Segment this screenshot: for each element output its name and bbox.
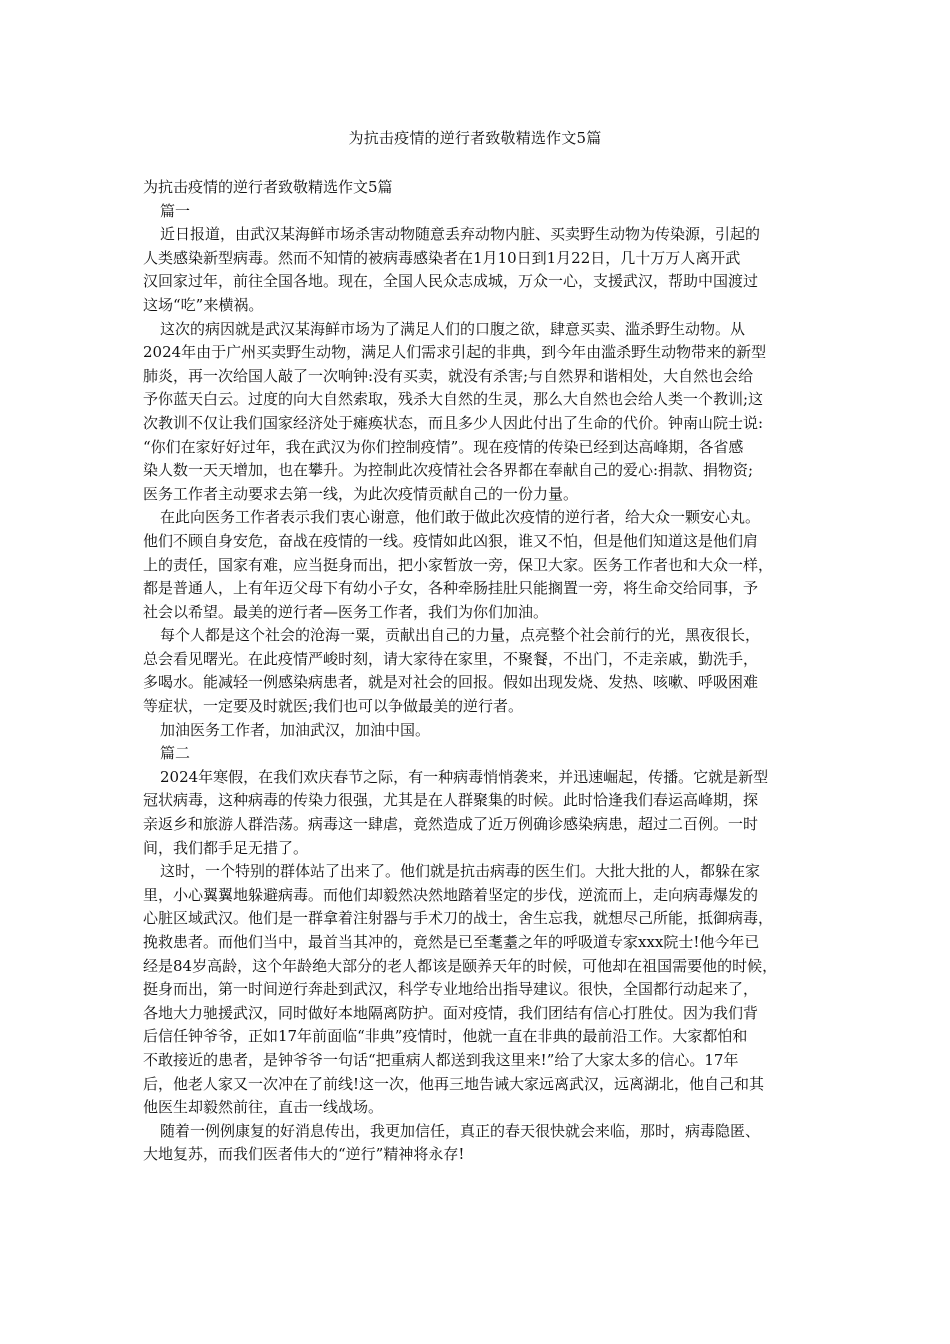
paragraph: 加油医务工作者，加油武汉，加油中国。 (160, 720, 431, 739)
section-heading: 篇二 (160, 744, 191, 763)
section-heading: 篇一 (160, 201, 191, 220)
section-1 (143, 200, 811, 743)
paragraph: 在此向医务工作者表示我们衷心谢意，他们敢于做此次疫情的逆行者，给大众一颗安心丸。 他们不顾自身安危，奋战在疫情的一线。疫情如此凶狠，谁又不怕，但是他们知道这是他们肩 上的责任，国家有难，应当挺身而出，把小家暂放一旁，保卫大家。医务工作者也和大众一样， 都是普通人，上有年迈父母下有幼小子女，各种牵肠挂肚只能搁置一旁，将生命交给同事，予 社会以希望。最美的逆行者—医务工作者，我们为你们加油。 (143, 508, 774, 621)
paragraph: 近日报道，由武汉某海鲜市场杀害动物随意丢弃动物内脏、买卖野生动物为传染源，引起的 人类感染新型病毒。然而不知情的被病毒感染者在1月10日到1月22日，几十万万人离开武 汉回家过年，前往全国各地。现在，全国人民众志成城，万众一心，支援武汉，帮助中国渡过 这场“吃”来横祸。 (143, 225, 761, 314)
paragraph: 2024年寒假，在我们欢庆春节之际，有一种病毒悄悄袭来，并迅速崛起，传播。它就是新型 冠状病毒，这种病毒的传染力很强，尤其是在人群聚集的时候。此时恰逢我们春运高峰期，探 亲返乡和旅游人群浩荡。病毒这一肆虐，竟然造成了近万例确诊感染病患，超过二百例。一时 间，我们都手足无措了。 (143, 767, 769, 857)
paragraph: 这次的病因就是武汉某海鲜市场为了满足人们的口腹之欲，肆意买卖、滥杀野生动物。从 2024年由于广州买卖野生动物，满足人们需求引起的非典，到今年由滥杀野生动物带来的新型 肺炎，再一次给国人敲了一次响钟:没有买卖，就没有杀害;与自然界和谐相处，大自然也会给 予你蓝天白云。过度的向大自然索取，残杀大自然的生灵，那么大自然也会给人类一个教训;这 次教训不仅让我们国家经济处于瘫痪状态，而且多少人因此付出了生命的代价。钟南山院士说: “你们在家好好过年，我在武汉为你们控制疫情”。现在疫情的传染已经到达高峰期，各省感 染人数一天天增加，也在攀升。为控制此次疫情社会各界都在奉献自己的爱心:捐款、捐物资; 医务工作者主动要求去第一线，为此次疫情贡献自己的一份力量。 (143, 319, 767, 503)
document-title: 为抗击疫情的逆行者致敬精选作文5篇 (143, 178, 393, 196)
document-body (143, 176, 811, 1167)
paragraph: 随着一例例康复的好消息传出，我更加信任，真正的春天很快就会来临，那时，病毒隐匿、 大地复苏，而我们医者伟大的“逆行”精神将永存! (143, 1121, 761, 1164)
section-2 (143, 742, 811, 1167)
page-header-title: 为抗击疫情的逆行者致敬精选作文5篇 (348, 129, 602, 147)
paragraph: 这时，一个特别的群体站了出来了。他们就是抗击病毒的医生们。大批大批的人，都躲在家 里，小心翼翼地躲避病毒。而他们却毅然决然地踏着坚定的步伐，逆流而上，走向病毒爆发的 心脏区域武汉。他们是一群拿着注射器与手术刀的战士，舍生忘我，就想尽己所能，抵御病毒， 挽救患者。而他们当中，最首当其冲的，竟然是已至耄耋之年的呼吸道专家xxx院士!他今年已 经是84岁高龄，这个年龄绝大部分的老人都该是颐养天年的时候，可他却在祖国需要他的时候， 挺身而出，第一时间逆行奔赴到武汉，科学专业地给出指导建议。很快，全国都行动起来了， 各地大力驰援武汉，同时做好本地隔离防护。面对疫情，我们团结有信心打胜仗。因为我们背 后信任钟爷爷，正如17年前面临“非典”疫情时，他就一直在非典的最前沿工作。大家都怕和 不敢接近的患者，是钟爷爷一句话“把重病人都送到我这里来!”给了大家太多的信心。17年 后，他老人家又一次冲在了前线!这一次，他再三地告诫大家远离武汉，远离湖北，他自己和其 他医生却毅然前往，直击一线战场。 (143, 862, 778, 1117)
paragraph: 每个人都是这个社会的沧海一粟，贡献出自己的力量，点亮整个社会前行的光，黑夜很长， 总会看见曙光。在此疫情严峻时刻，请大家待在家里，不聚餐，不出门，不走亲戚，勤洗手， 多喝水。能减轻一例感染病患者，就是对社会的回报。假如出现发烧、发热、咳嗽、呼吸困难 等症状，一定要及时就医;我们也可以争做最美的逆行者。 (143, 626, 761, 716)
